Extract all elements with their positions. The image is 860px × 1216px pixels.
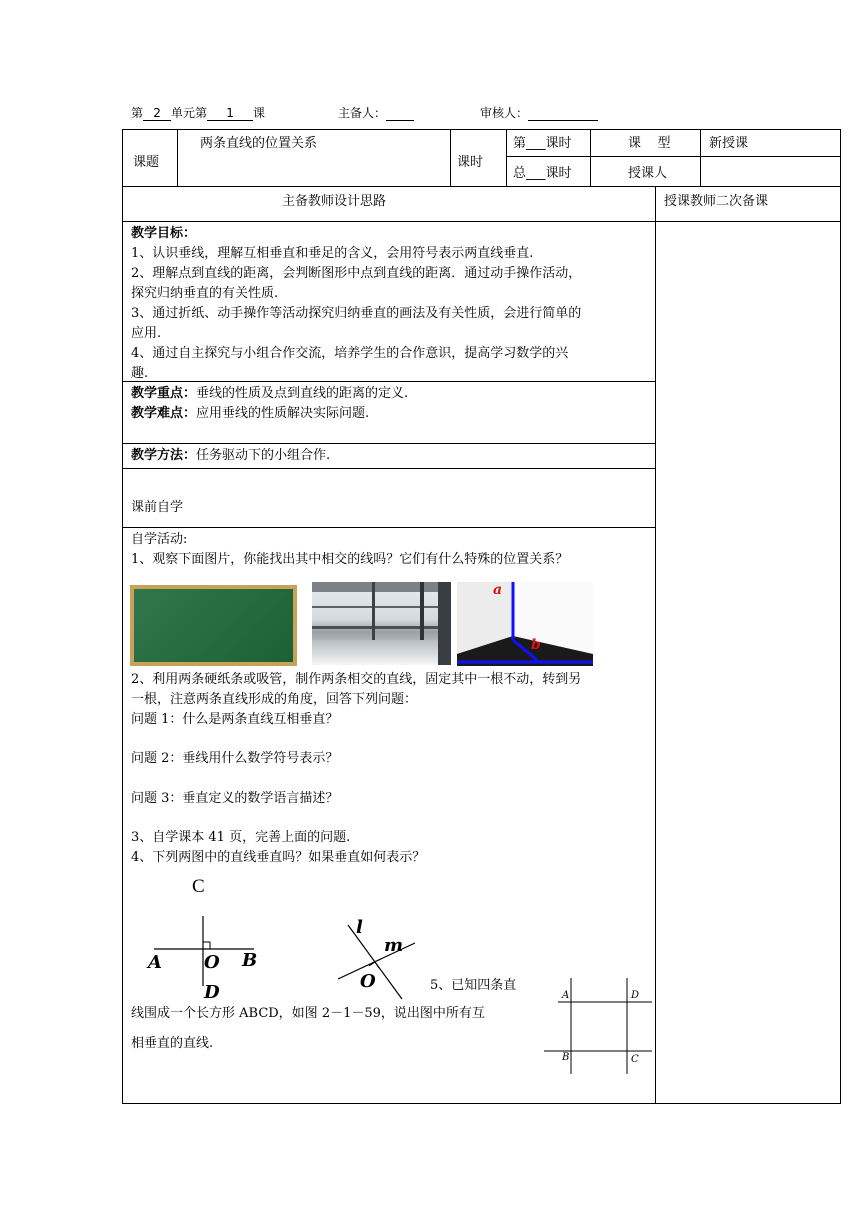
fig3-label-a: A bbox=[562, 990, 570, 1001]
question-4: 4、下列两图中的直线垂直吗？如果垂直如何表示？ bbox=[131, 850, 426, 865]
question-2b: 一根，注意两条直线形成的角度，回答下列问题： bbox=[131, 692, 418, 707]
objective-line: 4、通过自主探究与小组合作交流，培养学生的合作意识，提高学习数学的兴 bbox=[131, 346, 569, 361]
blackboard-photo bbox=[130, 585, 297, 666]
objective-line: 2、理解点到直线的距离，会判断图形中点到直线的距离．通过动手操作活动， bbox=[131, 266, 582, 281]
fig3-label-b: B bbox=[562, 1052, 570, 1063]
question-5c: 相垂直的直线. bbox=[131, 1036, 214, 1051]
objective-line: 探究归纳垂直的有关性质. bbox=[131, 286, 279, 301]
fig1-label-o: O bbox=[204, 952, 220, 973]
unit-number: 2 bbox=[143, 106, 171, 121]
label-b: b bbox=[531, 637, 541, 653]
fig3-label-d: D bbox=[631, 990, 640, 1001]
fig2-label-l: l bbox=[356, 917, 363, 938]
question-3: 3、自学课本 41 页，完善上面的问题. bbox=[131, 830, 351, 845]
preclass-heading: 课前自学 bbox=[131, 500, 184, 515]
design-header: 主备教师设计思路 bbox=[282, 194, 387, 209]
header-preparer: 主备人： bbox=[338, 104, 414, 121]
topic-value: 两条直线的位置关系 bbox=[200, 136, 318, 151]
objective-line: 1、认识垂线，理解互相垂直和垂足的含义，会用符号表示两直线垂直. bbox=[131, 246, 534, 261]
problem-1: 问题 1：什么是两条直线互相垂直？ bbox=[131, 712, 339, 727]
fig1-label-a: A bbox=[148, 952, 162, 973]
method: 教学方法：任务驱动下的小组合作. bbox=[131, 448, 331, 463]
difficulty: 教学难点：应用垂线的性质解决实际问题. bbox=[131, 406, 370, 421]
period-label: 课时 bbox=[457, 155, 484, 170]
activity-title: 自学活动: bbox=[131, 532, 188, 547]
topic-label: 课题 bbox=[133, 155, 160, 170]
fig1-label-c: C bbox=[192, 876, 205, 897]
objectives-title: 教学目标： bbox=[131, 226, 197, 241]
lesson-number: 1 bbox=[207, 106, 253, 121]
question-5b: 线围成一个长方形 ABCD，如图 2－1－59，说出图中所有互 bbox=[131, 1006, 485, 1021]
fig2-label-m: m bbox=[384, 935, 404, 956]
fig1-label-b: B bbox=[242, 950, 258, 971]
fig2-label-o: O bbox=[360, 971, 376, 992]
figure-perpendicular-ab-cd bbox=[140, 872, 270, 1012]
question-2a: 2、利用两条硬纸条或吸管，制作两条相交的直线，固定其中一根不动，转到另 bbox=[131, 672, 582, 687]
question-5a: 5、已知四条直 bbox=[430, 978, 517, 993]
problem-2: 问题 2：垂线用什么数学符号表示？ bbox=[131, 751, 339, 766]
type-label: 课 型 bbox=[628, 136, 671, 151]
objective-line: 3、通过折纸、动手操作等活动探究归纳垂直的画法及有关性质，会进行简单的 bbox=[131, 306, 582, 321]
objective-line: 应用. bbox=[131, 326, 162, 341]
corner-photo bbox=[457, 582, 593, 666]
period-this: 第___课时 bbox=[513, 136, 572, 151]
figure-lines-l-m bbox=[330, 915, 430, 1005]
fig1-label-d: D bbox=[204, 982, 220, 1003]
objectives-section bbox=[131, 224, 653, 384]
header-unit: 第 2 单元第 1 课 bbox=[131, 106, 266, 120]
figure-rectangle-abcd bbox=[540, 978, 655, 1078]
label-a: a bbox=[493, 582, 503, 598]
second-prep-header: 授课教师二次备课 bbox=[664, 194, 769, 209]
teacher-label: 授课人 bbox=[628, 166, 668, 181]
question-1: 1、观察下面图片，你能找出其中相交的线吗？它们有什么特殊的位置关系？ bbox=[131, 552, 569, 567]
period-total: 总___课时 bbox=[513, 166, 572, 181]
header-reviewer: 审核人： bbox=[480, 104, 598, 121]
objective-line: 趣. bbox=[131, 366, 149, 381]
type-value: 新授课 bbox=[709, 136, 749, 151]
key-point: 教学重点：垂线的性质及点到直线的距离的定义. bbox=[131, 386, 409, 401]
window-photo bbox=[312, 582, 451, 665]
problem-3: 问题 3：垂直定义的数学语言描述？ bbox=[131, 791, 339, 806]
fig3-label-c: C bbox=[631, 1054, 639, 1065]
